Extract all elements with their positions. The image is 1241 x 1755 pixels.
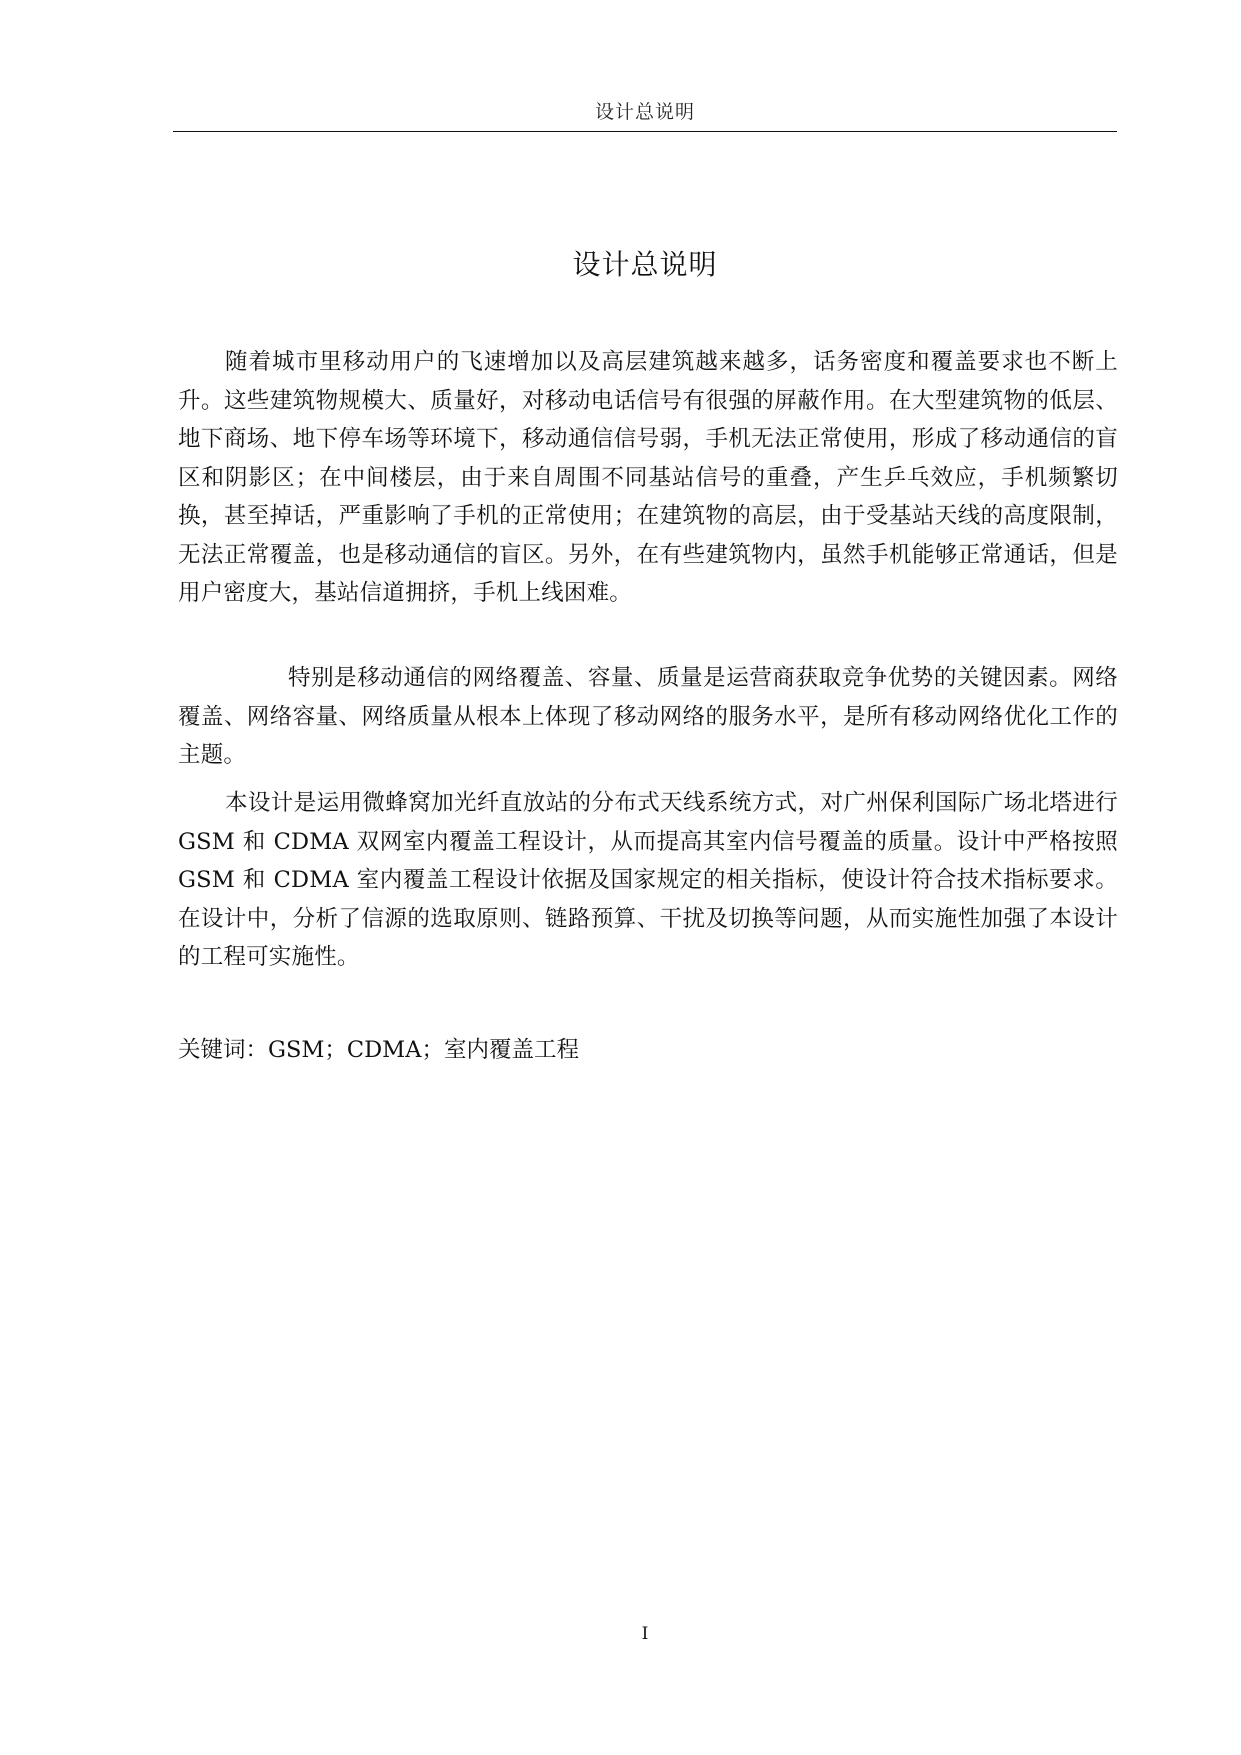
page-title: 设计总说明 bbox=[572, 248, 718, 281]
running-header: 设计总说明 bbox=[594, 101, 695, 123]
keywords-line: 关键词：GSM；CDMA；室内覆盖工程 bbox=[178, 1037, 579, 1063]
paragraph-design-summary: 本设计是运用微蜂窝加光纤直放站的分布式天线系统方式，对广州保利国际广场北塔进行 GSM 和 CDMA 双网室内覆盖工程设计，从而提高其室内信号覆盖的质量。设计中严格按照 GSM 和 CDMA 室内覆盖工程设计依据及国家规定的相关指标，使设计符合技术指标要求。在设计中，分析了信源的选取原则、链路预算、干扰及切换等问题，从而实施性加强了本设计的工程可实施性。 bbox=[178, 790, 1118, 970]
header-divider bbox=[173, 131, 1117, 132]
paragraph-network-quality: 特别是移动通信的网络覆盖、容量、质量是运营商获取竞争优势的关键因素。网络覆盖、网络容量、网络质量从根本上体现了移动网络的服务水平，是所有移动网络优化工作的主题。 bbox=[178, 665, 1118, 768]
page-number: I bbox=[641, 1624, 649, 1644]
paragraph-background: 随着城市里移动用户的飞速增加以及高层建筑越来越多，话务密度和覆盖要求也不断上升。这些建筑物规模大、质量好，对移动电话信号有很强的屏蔽作用。在大型建筑物的低层、地下商场、地下停车场等环境下，移动通信信号弱，手机无法正常使用，形成了移动通信的盲区和阴影区；在中间楼层，由于来自周围不同基站信号的重叠，产生乒乓效应，手机频繁切换，甚至掉话，严重影响了手机的正常使用；在建筑物的高层，由于受基站天线的高度限制，无法正常覆盖，也是移动通信的盲区。另外，在有些建筑物内，虽然手机能够正常通话，但是用户密度大，基站信道拥挤，手机上线困难。 bbox=[178, 349, 1118, 606]
